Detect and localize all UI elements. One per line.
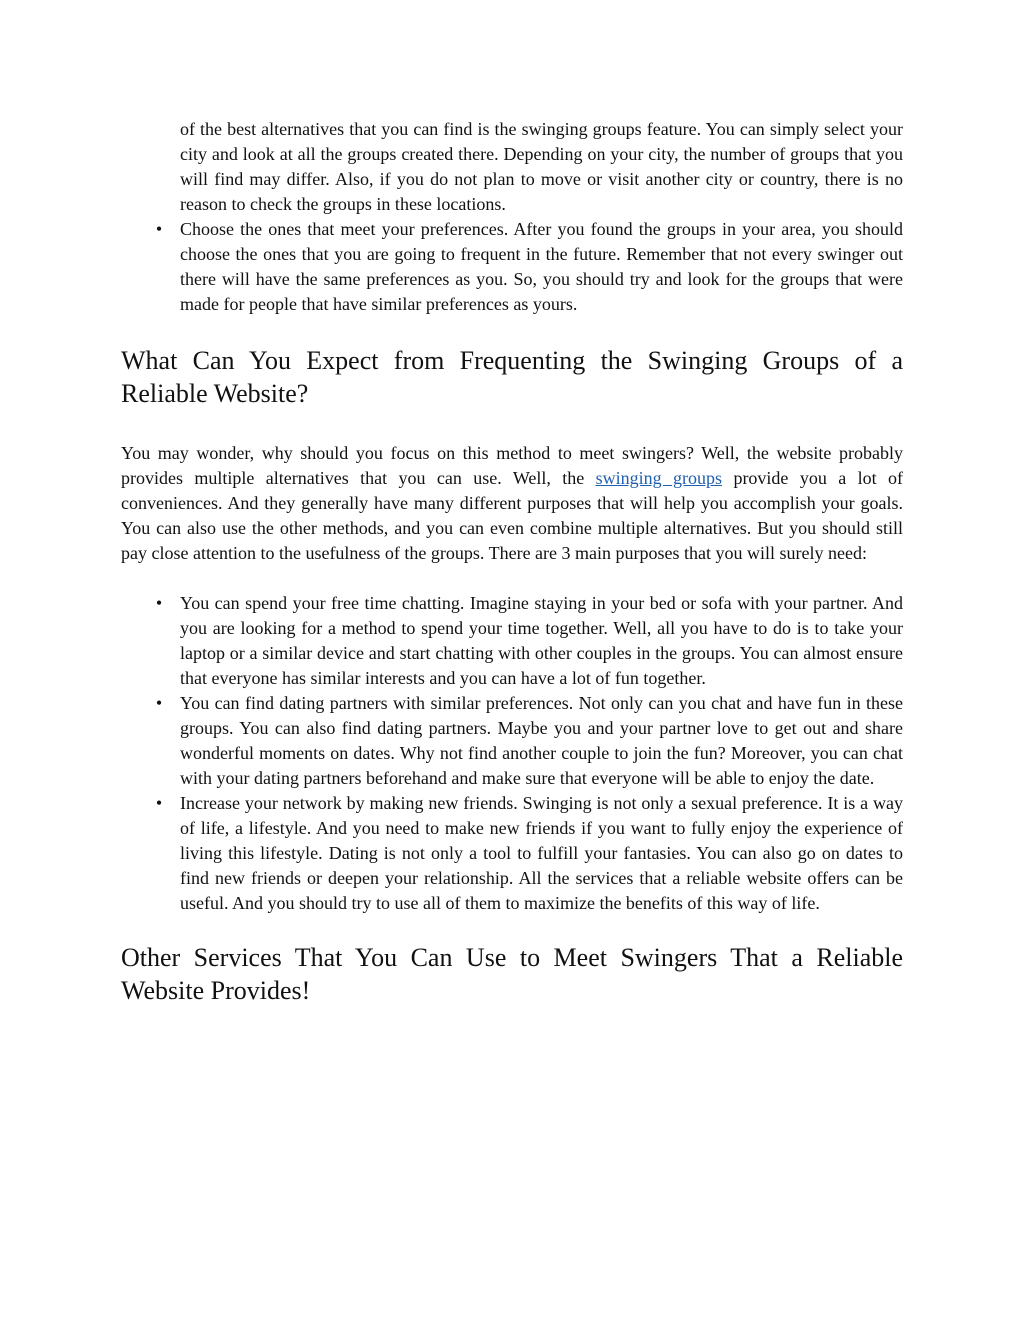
- bullet-icon: •: [155, 693, 163, 713]
- list-item-text: Choose the ones that meet your preferences. After you found the groups in your area, you should choose the ones that you are going to frequent in the future. Remember that not every swinger out there will have the same preferences as you. So, you should try and look for the groups that were made for people that have similar preferences as yours.: [180, 219, 903, 314]
- list-item: [121, 691, 903, 791]
- section-paragraph: [121, 441, 903, 566]
- purposes-list: [121, 591, 903, 916]
- list-item: [121, 591, 903, 691]
- section-heading-what-to-expect: What Can You Expect from Frequenting the Swinging Groups of a Reliable Website?: [121, 346, 903, 408]
- bullet-icon: •: [155, 793, 163, 813]
- list-item-text: You can find dating partners with similar preferences. Not only can you chat and have fun in these groups. You can also find dating partners. Maybe you and your partner love to get out and share wonderful moments on dates. Why not find another couple to join the fun? Moreover, you can chat with your dating partners beforehand and make sure that everyone will be able to enjoy the date.: [180, 693, 903, 788]
- intro-list: [121, 117, 903, 317]
- list-item: [121, 791, 903, 916]
- bullet-icon: •: [155, 219, 163, 239]
- list-item: [121, 117, 903, 217]
- paragraph-text: You may wonder, why should you focus on this method to meet swingers? Well, the website probably provides multiple alternatives that you can use. Well, the: [121, 443, 903, 488]
- bullet-icon: •: [155, 593, 163, 613]
- document-page: [121, 117, 903, 1007]
- swinging-groups-link[interactable]: swinging groups: [595, 468, 723, 488]
- section-heading-other-services: Other Services That You Can Use to Meet Swingers That a Reliable Website Provides!: [121, 943, 903, 1005]
- list-item: [121, 217, 903, 317]
- list-item-text: You can spend your free time chatting. Imagine staying in your bed or sofa with your partner. And you are looking for a method to spend your time together. Well, all you have to do is to take your laptop or a similar device and start chatting with other couples in the groups. You can almost ensure that everyone has similar interests and you can have a lot of fun together.: [180, 593, 903, 688]
- paragraph-text: provide you a lot of conveniences. And they generally have many different purposes that will help you accomplish your goals. You can also use the other methods, and you can even combine multiple alternatives. But you should still pay close attention to the usefulness of the groups. There are 3 main purposes that you will surely need:: [121, 468, 903, 563]
- list-item-text: of the best alternatives that you can find is the swinging groups feature. You can simply select your city and look at all the groups created there. Depending on your city, the number of groups that you will find may differ. Also, if you do not plan to move or visit another city or country, there is no reason to check the groups in these locations.: [180, 119, 903, 214]
- list-item-text: Increase your network by making new friends. Swinging is not only a sexual preference. It is a way of life, a lifestyle. And you need to make new friends if you want to fully enjoy the experience of living this lifestyle. Dating is not only a tool to fulfill your fantasies. You can also go on dates to find new friends or deepen your relationship. All the services that a reliable website offers can be useful. And you should try to use all of them to maximize the benefits of this way of life.: [180, 793, 903, 913]
